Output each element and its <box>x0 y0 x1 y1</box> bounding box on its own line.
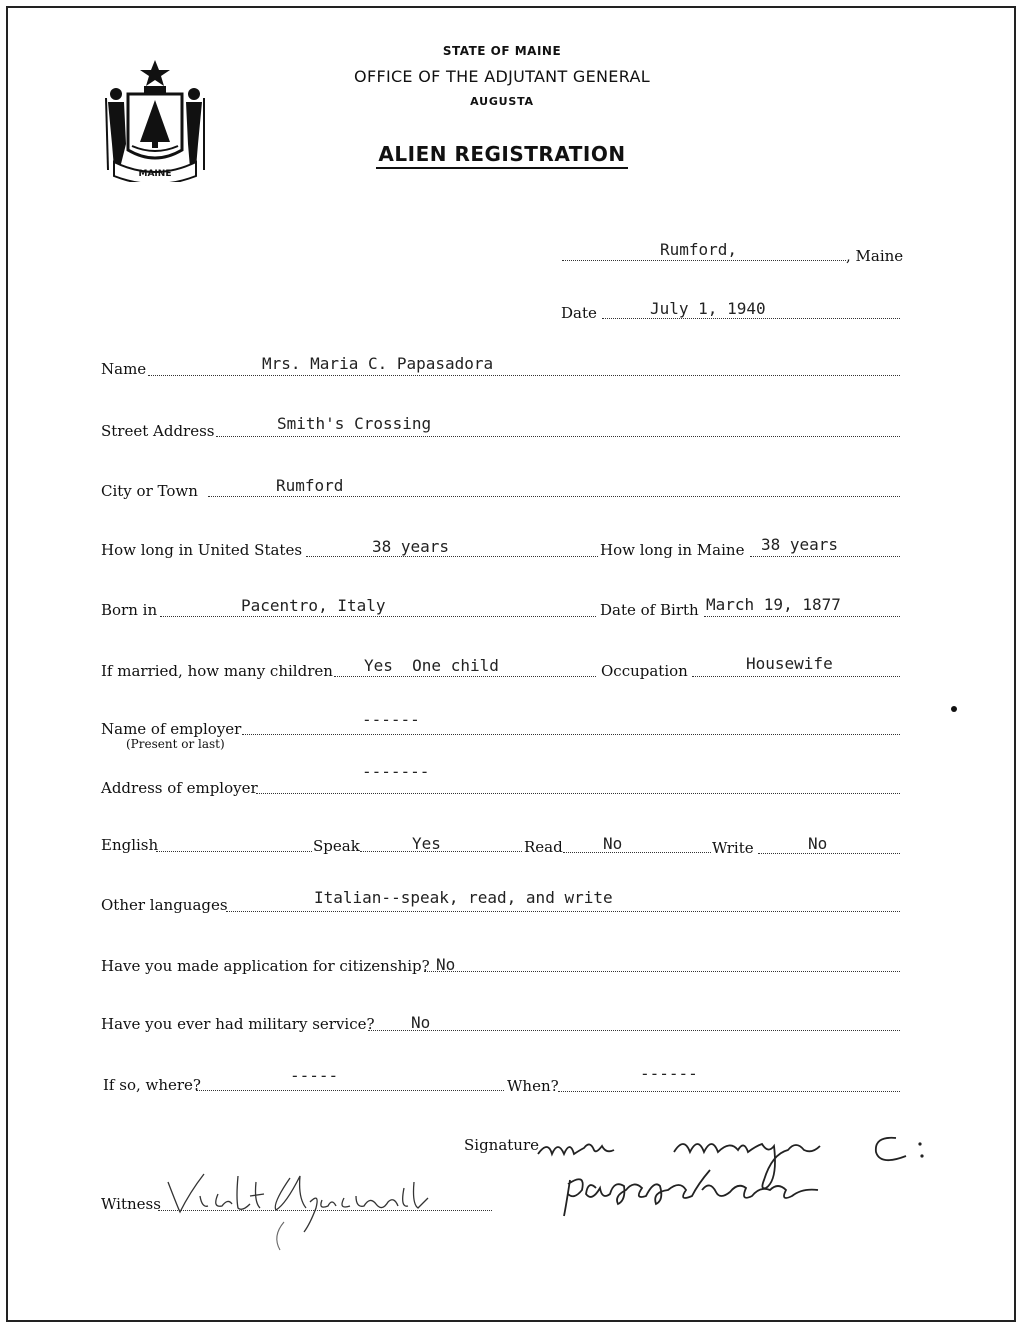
born-label: Born in <box>101 601 158 619</box>
born-line <box>160 616 596 617</box>
children-label: If married, how many children <box>101 662 333 680</box>
write-line <box>758 853 900 854</box>
citizenship-label: Have you made application for citizenship? <box>101 957 430 975</box>
where-line <box>196 1090 504 1091</box>
seal-banner-text: MAINE <box>138 169 172 179</box>
other-languages-label: Other languages <box>101 896 228 914</box>
date-value: July 1, 1940 <box>650 299 766 318</box>
us-time-line <box>306 556 598 557</box>
military-label: Have you ever had military service? <box>101 1015 375 1033</box>
speak-label: Speak <box>313 837 360 855</box>
citizenship-value: No <box>436 955 456 974</box>
when-label: When? <box>507 1077 559 1095</box>
where-label: If so, where? <box>103 1076 201 1094</box>
street-label: Street Address <box>101 422 215 440</box>
other-languages-line <box>226 911 900 912</box>
maine-time-label: How long in Maine <box>600 541 745 559</box>
read-line <box>563 852 711 853</box>
date-line <box>602 318 900 319</box>
speak-line <box>360 851 522 852</box>
name-value: Mrs. Maria C. Papasadora <box>262 354 494 373</box>
town-line <box>562 260 846 261</box>
children-value: Yes One child <box>364 656 499 675</box>
city-line <box>208 496 900 497</box>
read-label: Read <box>524 838 563 856</box>
when-line <box>558 1091 900 1092</box>
born-value: Pacentro, Italy <box>241 596 386 615</box>
street-value: Smith's Crossing <box>277 414 432 433</box>
employer-value: ------ <box>362 710 420 729</box>
signature-label: Signature <box>464 1136 540 1154</box>
name-line <box>148 375 900 376</box>
town-value: Rumford, <box>660 240 738 259</box>
where-value: ----- <box>290 1066 339 1085</box>
date-label: Date <box>561 304 597 322</box>
ink-dot <box>951 706 957 712</box>
us-time-label: How long in United States <box>101 541 303 559</box>
witness-signature <box>160 1168 460 1252</box>
children-line <box>334 676 596 677</box>
city-label: City or Town <box>101 482 198 500</box>
military-value: No <box>411 1013 431 1032</box>
employer-address-line <box>256 793 900 794</box>
form-title-wrap <box>0 142 1004 166</box>
write-label: Write <box>712 839 754 857</box>
maine-label: , Maine <box>846 247 904 265</box>
occupation-label: Occupation <box>601 662 688 680</box>
dob-line <box>704 616 900 617</box>
us-time-value: 38 years <box>372 537 450 556</box>
other-languages-value: Italian--speak, read, and write <box>314 888 613 907</box>
employer-address-value: ------- <box>362 762 430 781</box>
speak-value: Yes <box>412 834 441 853</box>
citizenship-line <box>424 971 900 972</box>
maine-time-line <box>750 556 900 557</box>
write-value: No <box>808 834 828 853</box>
city-value: Rumford <box>276 476 344 495</box>
street-line <box>216 436 900 437</box>
form-title: ALIEN REGISTRATION <box>376 142 627 169</box>
employer-line <box>242 734 900 735</box>
maine-time-value: 38 years <box>761 535 839 554</box>
dob-label: Date of Birth <box>600 601 699 619</box>
when-value: ------ <box>640 1064 698 1083</box>
state-heading: STATE OF MAINE <box>442 44 562 58</box>
read-value: No <box>603 834 623 853</box>
english-line <box>156 851 312 852</box>
office-heading: OFFICE OF THE ADJUTANT GENERAL <box>354 67 650 86</box>
employer-note: (Present or last) <box>126 737 225 751</box>
witness-label: Witness <box>101 1195 161 1213</box>
english-label: English <box>101 836 159 854</box>
city-heading: AUGUSTA <box>470 95 534 108</box>
applicant-signature <box>534 1110 934 1220</box>
name-label: Name <box>101 360 147 378</box>
occupation-value: Housewife <box>746 654 833 673</box>
military-line <box>368 1030 900 1031</box>
employer-label: Name of employer <box>101 720 242 738</box>
occupation-line <box>692 676 900 677</box>
employer-address-label: Address of employer <box>101 779 258 797</box>
dob-value: March 19, 1877 <box>706 595 841 614</box>
